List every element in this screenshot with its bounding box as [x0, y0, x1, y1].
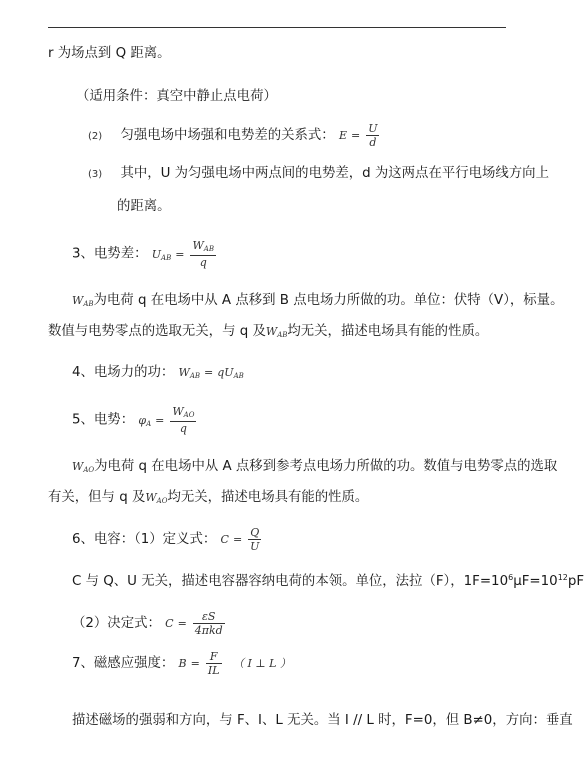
- text: 均无关，描述电场具有能的性质。: [167, 490, 369, 505]
- superscript: 12: [557, 573, 568, 582]
- formula-line-capacitance-det: [72, 611, 227, 637]
- formula-line-magnetic: [72, 651, 291, 677]
- text-line: [88, 164, 549, 185]
- formula-line-capacitance-def: [72, 527, 263, 553]
- text: （适用条件：真空中静止点电荷）: [76, 89, 277, 104]
- text-line: [48, 44, 171, 64]
- text: μF=10: [513, 574, 558, 589]
- text-line: [72, 457, 557, 480]
- formula-WAB-qUAB: $W_{AB} = qU_{AB}$: [178, 366, 244, 380]
- formula-phiA: $\varphi_A$ = $\frac{W_{AO}}{q}$: [138, 405, 195, 435]
- formula-C-eS-4pikd: C = $\frac{\varepsilon S}{\text{4πkd}}$: [165, 610, 223, 637]
- formula-WAO: $W_{AO}$: [72, 460, 95, 474]
- item-number: (3): [88, 169, 103, 180]
- text: 均无关，描述电场具有能的性质。: [287, 324, 489, 339]
- text: 4、电场力的功：: [72, 365, 175, 380]
- formula-line-work: [72, 363, 244, 386]
- text: 6、电容：（1）定义式：: [72, 532, 217, 547]
- text: 描述磁场的强弱和方向，与 F、I、L 无关。当 I // L 时，F=0，但 B≠0，方向：垂直: [72, 713, 573, 728]
- formula-WAB: $W_{AB}$: [265, 325, 288, 339]
- header-rule: [48, 27, 506, 28]
- formula-line-potential-difference: [72, 240, 218, 269]
- text: 为电荷 q 在电场中从 A 点移到参考点电场力所做的功。数值与电势零点的选取: [94, 459, 558, 474]
- text: 数值与电势零点的选取无关，与 q 及: [48, 324, 266, 339]
- text: 5、电势：: [72, 412, 135, 428]
- text: C 与 Q、U 无关，描述电容器容纳电荷的本领。单位，法拉（F），1F=10: [72, 574, 509, 589]
- item-number: (2): [88, 131, 103, 142]
- text-line: [117, 197, 171, 217]
- text-line: [72, 711, 573, 731]
- formula-WAB: $W_{AB}$: [72, 294, 94, 308]
- formula-C-Q-U: C = $\frac{Q}{U}$: [220, 526, 260, 553]
- formula-UAB: $U_{AB}$ = $\frac{W_{AB}}{q}$: [151, 239, 214, 269]
- formula-B-F-IL: B = $\frac{F}{IL}$: [178, 650, 220, 677]
- text-line: [72, 568, 584, 592]
- text: 7、磁感应强度：: [72, 656, 175, 671]
- text: 其中，U 为匀强电场中两点间的电势差，d 为这两点在平行电场线方向上: [120, 166, 549, 181]
- text: 匀强电场中场强和电势差的关系式：: [120, 128, 335, 143]
- formula-line-potential: [72, 406, 198, 435]
- text: 的距离。: [117, 199, 171, 214]
- text: 有关，但与 q 及: [48, 490, 146, 505]
- text: 3、电势差：: [72, 246, 148, 262]
- text: r 为场点到 Q 距离。: [48, 46, 171, 61]
- text: （2）决定式：: [72, 616, 161, 631]
- formula-condition: （ I ⊥ L ）: [233, 657, 291, 670]
- text-line: [48, 488, 368, 511]
- text-line: [48, 322, 488, 345]
- formula-E-U-d: E = $\frac{U}{d}$: [338, 122, 378, 149]
- formula-line-field-potential: [88, 123, 381, 149]
- text-line: [76, 87, 277, 107]
- superscript: 6: [508, 573, 514, 582]
- formula-WAO: $W_{AO}$: [145, 491, 168, 505]
- text: pF: [567, 574, 584, 589]
- text: 为电荷 q 在电场中从 A 点移到 B 点电场力所做的功。单位：伏特（V），标量。: [93, 293, 564, 308]
- text-line: [72, 291, 563, 314]
